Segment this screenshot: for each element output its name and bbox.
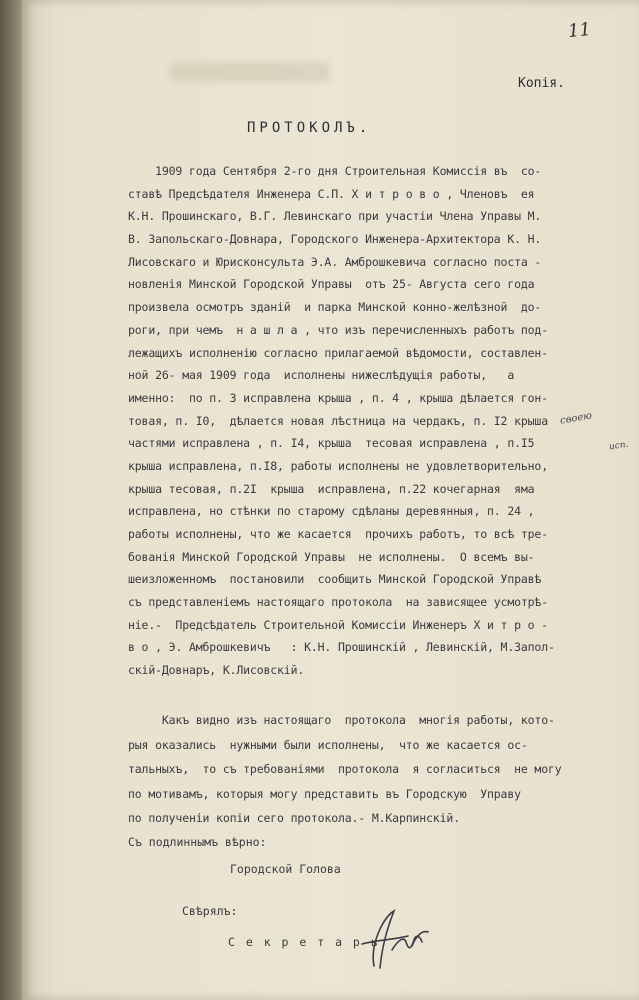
text-line: Какъ видно изъ настоящаго протокола многія работы, кото- xyxy=(128,713,555,727)
text-line: по мотивамъ, которыя могу представить въ Городскую Управу xyxy=(128,786,521,801)
text-line: частями исправлена , п. I4, крыша тесовая исправлена , п.I5 xyxy=(128,436,535,451)
text-line: лежащихъ исполненію согласно прилагаемой вѣдомости, составлен- xyxy=(128,345,548,360)
handwritten-note: исп. xyxy=(608,439,630,453)
book-binding xyxy=(0,0,22,1000)
text-line: бованія Минской Городской Управы не исполнены. О всемъ вы- xyxy=(128,549,535,564)
faded-stamp-smudge xyxy=(170,62,330,82)
certified-copy-line: Съ подлиннымъ вѣрно: xyxy=(128,835,267,849)
text-line: новленія Минской Городской Управы отъ 25- Августа сего года xyxy=(128,277,535,292)
text-line: скій-Довнаръ, К.Лисовскій. xyxy=(128,663,305,678)
text-line: съ представленіемъ настоящаго протокола на зависящее усмотрѣ- xyxy=(128,595,548,610)
text-line: работы исполнены, что же касается прочихъ работъ, то всѣ тре- xyxy=(128,527,548,541)
text-line: ной 26- мая 1909 года исполнены нижеслѣдущія работы, а xyxy=(128,368,515,383)
text-line: Лисовскаго и Юрисконсульта Э.А. Амброшкевича согласно поста - xyxy=(128,254,542,269)
text-line: рыя оказались нужными были исполнены, что же касается ос- xyxy=(128,737,528,752)
text-line: по полученіи копіи сего протокола.- М.Карпинскій. xyxy=(128,811,460,825)
text-line: В. Запольскаго-Довнара, Городского Инженера-Архитектора К. Н. xyxy=(128,232,542,247)
text-line: крыша исправлена, п.I8, работы исполнены не удовлетворительно, xyxy=(128,458,548,473)
document-title: ПРОТОКОЛЪ. xyxy=(247,120,372,136)
text-line: ставѣ Предсѣдателя Инженера С.П. Х и т р о в о , Членовъ ея xyxy=(128,186,535,201)
objection-paragraph xyxy=(128,708,623,831)
protocol-body xyxy=(128,160,623,682)
text-line: крыша тесовая, п.2I крыша исправлена, п.22 кочегарная яма xyxy=(128,481,535,496)
checked-by-line: Свѣрялъ: xyxy=(182,904,238,918)
text-line: именно: по п. 3 исправлена крыша , п. 4 , крыша дѣлается гон- xyxy=(128,390,548,405)
text-line: тальныхъ, то съ требованіями протокола я согласиться не могу xyxy=(128,762,562,776)
text-line: товая, п. I0, дѣлается новая лѣстница на чердакъ, п. I2 крыша xyxy=(128,413,548,428)
text-line: в о , Э. Амброшкевичъ : К.Н. Прошинскій , Левинскій, М.Запол- xyxy=(128,640,555,655)
secretary-line: С е к р е т а р ь xyxy=(228,935,380,949)
handwritten-note: своею xyxy=(559,410,593,427)
folio-number: 11 xyxy=(566,18,592,43)
text-line: произвела осмотръ зданій и парка Минской конно-желѣзной до- xyxy=(128,300,542,315)
text-line: ніе.- Предсѣдатель Строительной Комиссіи Инженеръ Х и т р о - xyxy=(128,617,548,632)
text-line: К.Н. Прошинскаго, В.Г. Левинскаго при участіи Члена Управы М. xyxy=(128,209,542,224)
text-line: 1909 года Сентября 2-го дня Строительная Комиссія въ со- xyxy=(128,164,542,178)
text-line: шеизложенномъ постановили сообщить Минской Городской Управѣ xyxy=(128,572,542,587)
mayor-line: Городской Голова xyxy=(230,862,341,876)
text-line: исправлена, но стѣнки по старому сдѣланы деревянныя, п. 24 , xyxy=(128,504,535,519)
text-line: роги, при чемъ н а ш л а , что изъ перечисленныхъ работъ под- xyxy=(128,322,548,337)
copy-label: Копія. xyxy=(518,76,565,91)
secretary-signature xyxy=(352,906,432,976)
